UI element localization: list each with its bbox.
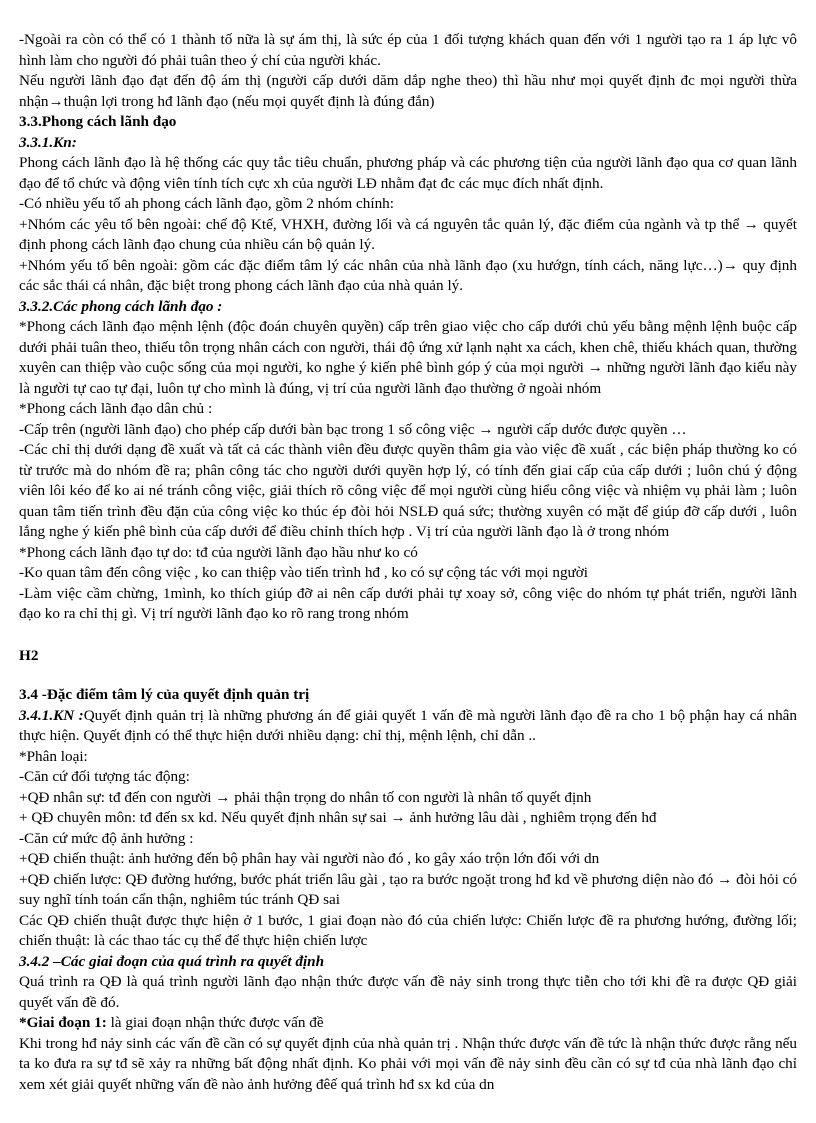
paragraph-decision-definition bbox=[19, 706, 797, 747]
heading-3-4: 3.4 -Đặc điểm tâm lý của quyết định quản trị bbox=[19, 686, 310, 703]
paragraph-stage-1-detail: Khi trong hđ nảy sinh các vấn đề cần có sự quyết định của nhà quản trị . Nhận thức được vấn đề tức là nhận thức được rằng nếu ta ko đưa ra sự tđ sẽ xảy ra những bất động nhất định. Ko phải với mọi vấn đề nảy sinh đều cần có sự tđ của nhà lãnh đạo chỉ xem xét giải quyết những vấn đề nào ảnh hưởng đêế quá trình hđ sx kd của dn bbox=[19, 1034, 797, 1093]
paragraph-tactical-decision: +QĐ chiến thuật: ảnh hưởng đến bộ phân hay vài người nào đó , ko gây xáo trộn lớn đối với dn bbox=[19, 850, 600, 867]
paragraph-professional-decision: + QĐ chuyên môn: tđ đến sx kd. Nếu quyết định nhân sự sai → ảnh hưởng lâu dài , nghiêm trọng đến hđ bbox=[19, 809, 657, 826]
heading-3-3-2: 3.3.2.Các phong cách lãnh đạo : bbox=[19, 297, 223, 315]
paragraph-autocratic-style: *Phong cách lãnh đạo mệnh lệnh (độc đoán chuyên quyền) cấp trên giao việc cho cấp dưới chủ yếu bằng mệnh lệnh buộc cấp dưới phải tuân theo, thiếu tôn trọng nhân cách con người, thái độ ứng xử lạnh nạht xa cách, khen chê, thiếu khách quan, thường xuyên can thiệp vào cuộc sống của mọi người, ko nghe ý kiến phê bình góp ý của mọi người → những người lãnh đạo kiểu này là người tự cao tự đại, luôn tự cho mình là đúng, vị trí của người lãnh đạo thường ở ngoài nhóm bbox=[19, 318, 797, 397]
paragraph-democratic-title: *Phong cách lãnh đạo dân chủ : bbox=[19, 400, 213, 417]
paragraph-external-factors: +Nhóm các yêu tố bên ngoài: chế độ Ktế, VHXH, đường lối và cá nguyên tắc quản lý, đặc điểm của ngành và tp thể → quyết định phong cách lãnh đạo chung của nhiều cán bộ quản lý. bbox=[19, 215, 797, 253]
paragraph-democratic-2: -Các chỉ thị dưới dạng đề xuất và tất cả các thành viên đều được quyền thâm gia vào việc đề xuất , các biện pháp thường ko có từ trước mà do nhóm đề ra; phân công tác cho người dưới quyền hợp lý, có tính đến giai cấp của cấp dưới ; luôn chú ý động viên lôi kéo để ko ai né tránh công việc, giải thích rõ công việc để mọi người cùng hiểu công việc và nhiệm vụ phải làm ; luôn quan tâm tiến trình đều đặn của công việc ko thúc ép đòi hỏi NSLĐ quá sức; thường xuyên có mặt để giúp đỡ cấp dưới , luôn lắng nghe ý kiến phê bình của cấp dưới để điều chỉnh thích hợp . Vị trí của người lãnh đạo là ở trong nhóm bbox=[19, 441, 797, 540]
paragraph-factors-intro: -Có nhiều yếu tố ah phong cách lãnh đạo, gồm 2 nhóm chính: bbox=[19, 195, 394, 212]
paragraph-stage-1 bbox=[19, 1013, 797, 1034]
spacer bbox=[19, 625, 797, 646]
stage-1-label: *Giai đoạn 1: bbox=[19, 1014, 107, 1031]
stage-1-text: là giai đoạn nhận thức được vấn đề bbox=[106, 1014, 324, 1031]
paragraph-suggestion-effect: Nếu người lãnh đạo đạt đến độ ám thị (người cấp dưới dăm dắp nghe theo) thì hầu như mọi quyết định đc mọi người thừa nhận→thuận lợi trong hđ lãnh đạo (nếu mọi quyết định là đúng đắn) bbox=[19, 72, 797, 110]
label-3-4-1: 3.4.1.KN : bbox=[19, 706, 84, 724]
decision-definition-text: Quyết định quản trị là những phương án để giải quyết 1 vấn đề mà người lãnh đạo đề ra cho 1 bộ phận hay cá nhân thực hiện. Quyết định có thể thực hiện dưới nhiều dạng: chỉ thị, mệnh lệnh, chỉ dẫn .. bbox=[19, 706, 797, 744]
heading-h2: H2 bbox=[19, 646, 39, 664]
heading-3-3-1: 3.3.1.Kn: bbox=[19, 133, 77, 151]
heading-3-3: 3.3.Phong cách lãnh đạo bbox=[19, 113, 177, 130]
paragraph-classification: *Phân loại: bbox=[19, 747, 88, 765]
paragraph-definition: Phong cách lãnh đạo là hệ thống các quy tắc tiêu chuẩn, phương pháp và các phương tiện của người lãnh đạo qua cơ quan lãnh đạo để tổ chức và động viên tính tích cực xh của người LĐ nhằm đạt đc các mục đích nhất định. bbox=[19, 154, 797, 192]
paragraph-by-impact: -Căn cứ mức độ ảnh hưởng : bbox=[19, 829, 194, 847]
paragraph-tactics-vs-strategy: Các QĐ chiến thuật được thực hiện ở 1 bước, 1 giai đoạn nào đó của chiến lược: Chiến lược đề ra phương hướng, đường lối; chiến thuật: là các thao tác cụ thể để thực hiện chiến lược bbox=[19, 911, 797, 949]
paragraph-laissez-faire-1: -Ko quan tâm đến công việc , ko can thiệp vào tiến trình hđ , ko có sự cộng tác với mọi người bbox=[19, 564, 589, 581]
paragraph-personnel-decision: +QĐ nhân sự: tđ đến con người → phải thận trọng do nhân tố con người là nhân tố quyết định bbox=[19, 788, 592, 806]
paragraph-internal-factors: +Nhóm yếu tố bên ngoài: gồm các đặc điểm tâm lý các nhân của nhà lãnh đạo (xu hướgn, tính cách, năng lực…)→ quy định các sắc thái cá nhân, đặc biệt trong phong cách lãnh đạo của nhà quản lý. bbox=[19, 256, 797, 294]
document-page bbox=[19, 30, 797, 1095]
paragraph-by-target: -Căn cứ đối tượng tác động: bbox=[19, 768, 190, 785]
paragraph-strategic-decision: +QĐ chiến lược: QĐ đường hướng, bước phát triển lâu gài , tạo ra bước ngoặt trong hđ kd về phương diện nào đó → đòi hỏi có suy nghĩ tính toán cẩn thận, nghiêm túc tránh QĐ sai bbox=[19, 870, 797, 908]
paragraph-laissez-faire-title: *Phong cách lãnh đạo tự do: tđ của người lãnh đạo hầu như ko có bbox=[19, 543, 418, 561]
paragraph-suggestion: -Ngoài ra còn có thể có 1 thành tố nữa là sự ám thị, là sức ép của 1 đối tượng khách quan đến với 1 người tạo ra 1 áp lực vô hình làm cho người đó phải tuân theo ý chí của người khác. bbox=[19, 31, 797, 69]
paragraph-decision-process: Quá trình ra QĐ là quá trình người lãnh đạo nhận thức được vấn đề nảy sinh trong thực tiễn cho tới khi đề ra được QĐ giải quyết vấn đề đó. bbox=[19, 973, 797, 1011]
spacer bbox=[19, 666, 797, 685]
heading-3-4-2: 3.4.2 –Các giai đoạn của quá trình ra quyết định bbox=[19, 952, 325, 970]
paragraph-laissez-faire-2: -Làm việc cầm chừng, 1mình, ko thích giúp đỡ ai nên cấp dưới phải tự xoay sở, công việc do nhóm tự phát triển, người lãnh đạo ko ra chỉ thị gì. Vị trí người lãnh đạo ko rõ rang trong nhóm bbox=[19, 584, 797, 622]
paragraph-democratic-1: -Cấp trên (người lãnh đạo) cho phép cấp dưới bàn bạc trong 1 số công việc → người cấp dước được quyền … bbox=[19, 420, 687, 438]
